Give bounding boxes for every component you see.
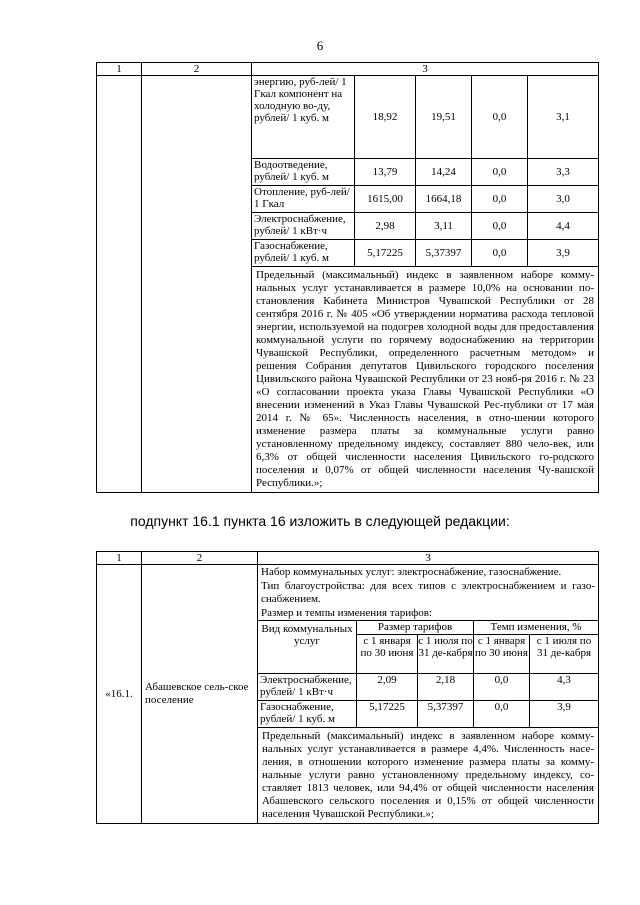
tariff-h2: 3,11: [416, 213, 472, 240]
tariff-h2: 1664,18: [416, 186, 472, 213]
rate-h1: 0,0: [472, 76, 528, 159]
col-header-3: 3: [258, 552, 599, 565]
tariff-h1: 13,79: [355, 159, 416, 186]
tariff-h2: 5,37397: [416, 240, 472, 267]
service-label: Отопление, руб-лей/ 1 Гкал: [252, 186, 355, 213]
tariff-h2: 5,37397: [418, 701, 474, 728]
tariff-h2: 19,51: [416, 76, 472, 159]
table-row: [252, 186, 598, 213]
table-row: [258, 674, 598, 701]
content-cell: [258, 565, 599, 824]
col-header-3: 3: [252, 63, 599, 76]
table-row: [258, 701, 598, 728]
service-label: Электроснабжение, рублей/ 1 кВт·ч: [258, 674, 357, 701]
rate-h1: 0,0: [474, 674, 530, 701]
rate-h1: 0,0: [472, 186, 528, 213]
period-header: с 1 января по 30 июня: [474, 635, 530, 674]
tariff-h1: 18,92: [355, 76, 416, 159]
table-row: [252, 213, 598, 240]
tariff-h1: 5,17225: [357, 701, 418, 728]
tariff-h1: 5,17225: [355, 240, 416, 267]
improvement-type-line: Тип благоустройства: для всех типов с электроснабжением и газо-снабжением.: [261, 580, 595, 605]
row-number-cell: [97, 76, 142, 493]
rate-h2: 4,3: [530, 674, 599, 701]
rate-h2: 3,9: [528, 240, 599, 267]
tariff-h1: 2,98: [355, 213, 416, 240]
col-header-2: 2: [142, 552, 258, 565]
tariff-h2: 14,24: [416, 159, 472, 186]
service-label: Газоснабжение, рублей/ 1 куб. м: [252, 240, 355, 267]
limit-index-paragraph: Предельный (максимальный) индекс в заявленном наборе комму-нальных услуг устанавливается в размере 10,0% на основании по-становления Кабинета Министров Чувашской Республики от 28 сентября 2016 г. № 405 «Об утверждении норматива расхода тепловой энергии, используемой на подогрев холодной воды для предоставления коммунальной услуги по горячему водоснабжению на территории Чувашской Республики, определенного расчетным методом» и решения Собрания депутатов Цивильского городского поселения Цивильского района Чувашской Республики от 23 нояб-ря 2016 г. № 23 «О согласовании проекта указа Главы Чувашской Республики «О внесении изменений в Указ Главы Чувашской Рес-публики от 17 мая 2014 г. № 65». Численность населения, в отно-шении которого изменение размера платы за коммунальные услуги равно установленному предельному индексу, составляет 880 чело-век, или 6,3% от общей численности населения Цивильского го-родского поселения и 0,07% от общей численности населения Чу-вашской Республики.»;: [256, 269, 594, 489]
rate-h2: 3,3: [528, 159, 599, 186]
tariff-size-header: Размер тарифов: [357, 621, 474, 635]
col-header-2: 2: [142, 63, 252, 76]
tariff-h1: 2,09: [357, 674, 418, 701]
rate-h1: 0,0: [474, 701, 530, 728]
rate-h2: 3,0: [528, 186, 599, 213]
table-row: [252, 159, 598, 186]
settlement-cell: Абашевское сель-ское поселение: [142, 565, 258, 824]
rate-h1: 0,0: [472, 213, 528, 240]
rate-h1: 0,0: [472, 159, 528, 186]
tariff-intro-line: Размер и темпы изменения тарифов:: [261, 607, 432, 619]
tariff-h1: 1615,00: [355, 186, 416, 213]
tariff-table-2: [96, 551, 599, 824]
period-header: с 1 июля по 31 де-кабря: [418, 635, 474, 674]
rate-h1: 0,0: [472, 240, 528, 267]
service-label: Газоснабжение, рублей/ 1 куб. м: [258, 701, 357, 728]
service-label: Водоотведение, рублей/ 1 куб. м: [252, 159, 355, 186]
service-label: Электроснабжение, рублей/ 1 кВт·ч: [252, 213, 355, 240]
col-header-1: 1: [97, 552, 142, 565]
tariff-subtable: [258, 620, 598, 728]
tariff-h2: 2,18: [418, 674, 474, 701]
rate-h2: 4,4: [528, 213, 599, 240]
rate-h2: 3,9: [530, 701, 599, 728]
limit-index-paragraph: Предельный (максимальный) индекс в заявленном наборе комму-нальных услуг устанавливается в размере 4,4%. Численность насе-ления, в отношении которого изменение размера платы за комму-нальные услуги равно установленному предельному индексу, со-ставляет 1813 человек, или 94,4% от общей численности населения Абашевского сельского поселения и 0,15% от общей численности населения Чувашской Республики.»;: [262, 730, 594, 820]
col-header-1: 1: [97, 63, 142, 76]
service-kind-header: Вид коммунальных услуг: [258, 621, 357, 674]
settlement-cell: [142, 76, 252, 493]
table-row: [252, 240, 598, 267]
tariff-subtable: [252, 76, 598, 267]
table-row: [252, 76, 598, 159]
tariff-table-1: [96, 62, 599, 493]
rate-change-header: Темп изменения, %: [474, 621, 599, 635]
row-number-cell: «16.1.: [97, 565, 142, 824]
service-label: энергию, руб-лей/ 1 Гкал компонент на холодную во-ду, рублей/ 1 куб. м: [252, 76, 355, 159]
page-number: 6: [316, 38, 324, 53]
service-set-line: Набор коммунальных услуг: электроснабжение, газоснабжение.: [261, 566, 562, 578]
period-header: с 1 января по 30 июня: [357, 635, 418, 674]
period-header: с 1 июля по 31 де-кабря: [530, 635, 599, 674]
rate-h2: 3,1: [528, 76, 599, 159]
subheading: подпункт 16.1 пункта 16 изложить в следующей редакции:: [130, 513, 510, 529]
content-cell: [252, 76, 599, 493]
